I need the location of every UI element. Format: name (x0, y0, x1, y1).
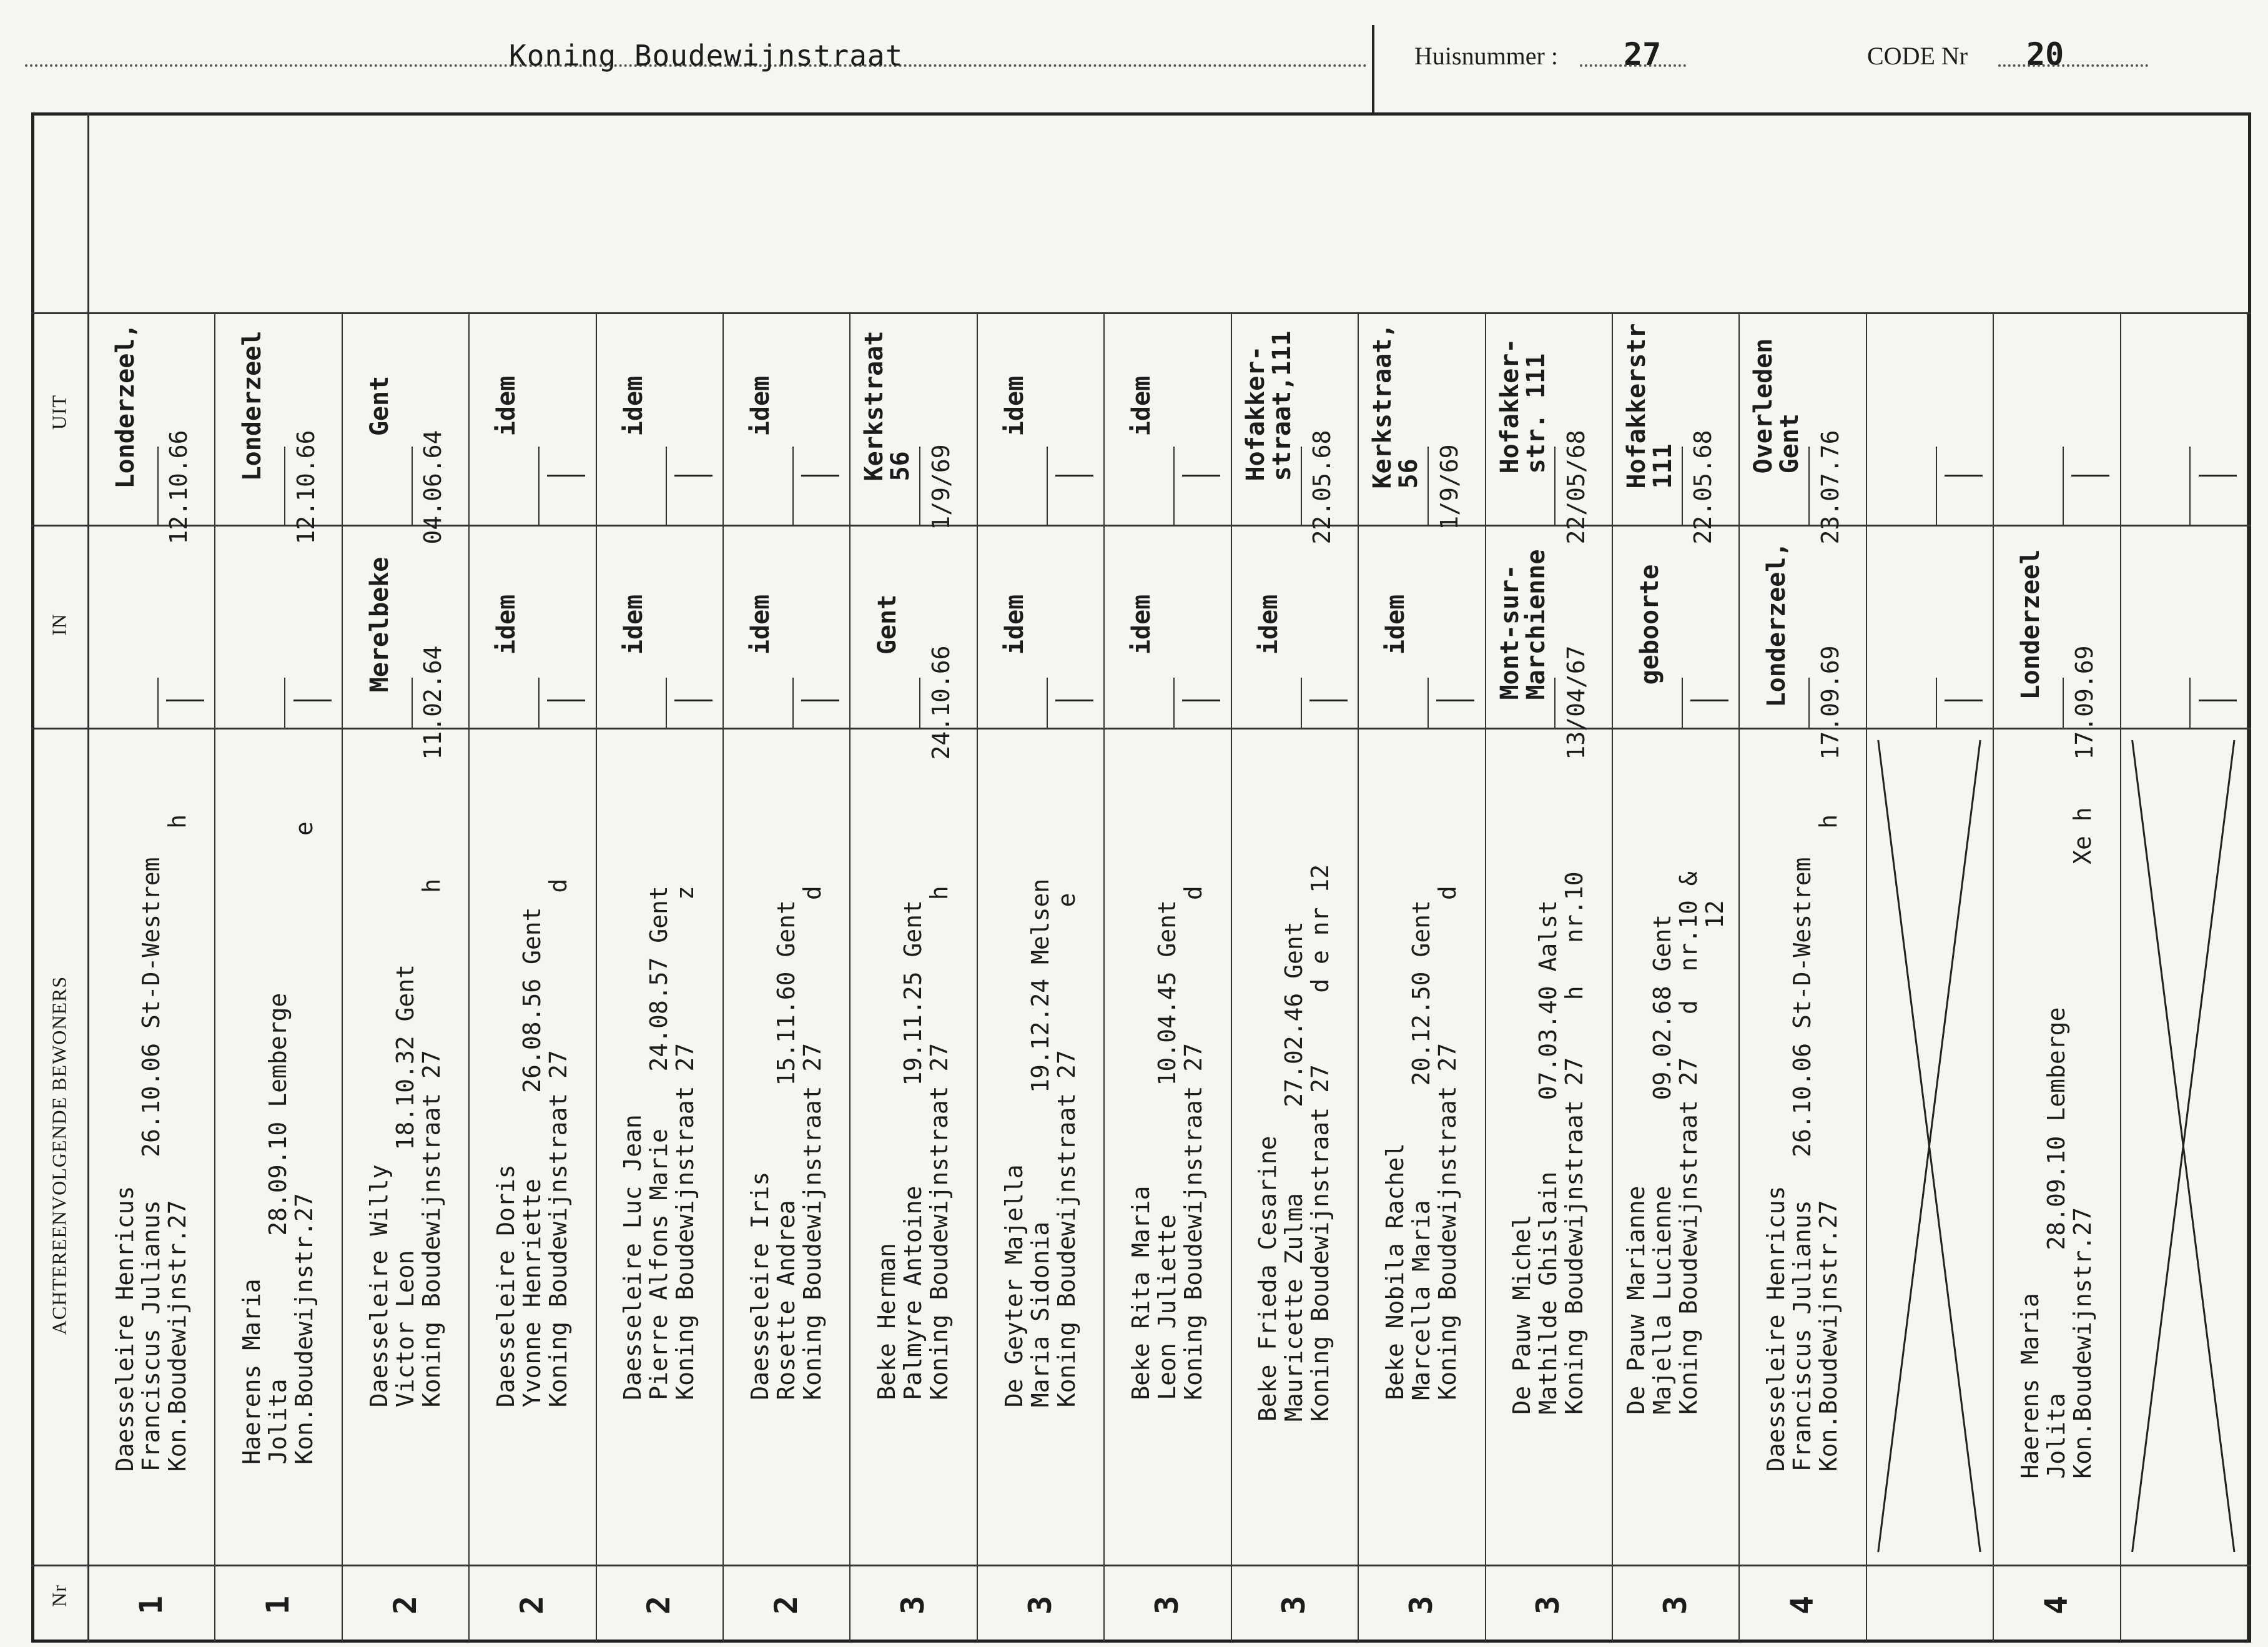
resident-entry: Beke Nobila Rachel Marcella Maria 20.12.50 Gent Koning Boudewijnstraat 27 d (1381, 886, 1461, 1400)
resident-entry: Haerens Maria Jolita 28.09.10 Lemberge Kon.Boudewijnstr.27 e (238, 821, 318, 1465)
nr-value: 1 (260, 1595, 297, 1615)
resident-entry: De Geyter Majella Maria Sidonia 19.12.24 Melsen Koning Boudewijnstraat 27 e (1000, 878, 1080, 1408)
empty-dash (1309, 700, 1348, 701)
uit-place: Gent (365, 375, 394, 437)
in-place: Londerzeel, (1762, 542, 1792, 708)
in-place: idem (746, 594, 776, 655)
nr-value: 1 (132, 1595, 169, 1615)
empty-dash (547, 700, 585, 701)
empty-dash (801, 475, 839, 477)
left-strip-divider (87, 112, 89, 1643)
uit-place: idem (1000, 375, 1029, 437)
in-subdivider (666, 678, 667, 728)
in-subdivider (1936, 678, 1937, 728)
empty-dash (1945, 700, 1983, 701)
in-bewoners-divider (31, 728, 2251, 730)
column-divider (849, 312, 850, 1641)
empty-dash (1182, 700, 1220, 701)
empty-dash (1436, 700, 1474, 701)
uit-subdivider (1047, 447, 1048, 525)
column-divider (1485, 312, 1486, 1641)
uit-place: Hofakker- straat,111 (1241, 330, 1296, 482)
column-divider (214, 312, 215, 1641)
in-subdivider (792, 678, 794, 728)
in-place: geboorte (1635, 564, 1664, 685)
nr-value: 2 (767, 1595, 804, 1615)
nr-value: 3 (1276, 1595, 1313, 1615)
column-divider (342, 312, 343, 1641)
resident-entry: Beke Herman Palmyre Antoine 19.11.25 Gent Koning Boudewijnstraat 27 h (873, 886, 954, 1400)
nr-value: 3 (1149, 1595, 1185, 1615)
empty-dash (801, 700, 839, 701)
uit-place: Londerzeel, (111, 323, 141, 489)
uit-place: idem (746, 375, 776, 437)
in-place: idem (1000, 594, 1029, 655)
uit-subdivider (1301, 447, 1302, 525)
uit-place: Hofakkerstr 111 (1622, 323, 1677, 489)
uit-in-divider (31, 525, 2251, 527)
register-form (31, 112, 2251, 1643)
in-date: 17.09.69 (1816, 645, 1844, 760)
empty-dash (674, 700, 712, 701)
nr-value: 3 (1022, 1595, 1058, 1615)
code-value: 20 (2026, 36, 2064, 72)
column-divider (1358, 312, 1359, 1641)
column-divider (1866, 312, 1867, 1641)
resident-entry: Daesseleire Luc Jean Pierre Alfons Marie 24.08.57 Gent Koning Boudewijnstraat 27 z (619, 886, 699, 1400)
uit-subdivider (284, 447, 285, 525)
uit-date: 04.06.64 (419, 430, 447, 545)
uit-subdivider (1427, 447, 1429, 525)
nr-value: 3 (1657, 1595, 1694, 1615)
resident-entry: Daesseleire Doris Yvonne Henriette 26.08.56 Gent Koning Boudewijnstraat 27 d (491, 878, 572, 1408)
in-subdivider (1301, 678, 1302, 728)
uit-subdivider (792, 447, 794, 525)
uit-date: 23.07.76 (1816, 430, 1844, 545)
uit-date: 1/9/69 (1435, 444, 1463, 530)
in-section-label: IN (47, 613, 71, 636)
in-date: 24.10.66 (927, 645, 955, 760)
in-date: 11.02.64 (419, 645, 447, 760)
column-divider (722, 312, 724, 1641)
empty-dash (2199, 700, 2237, 701)
uit-subdivider (1808, 447, 1810, 525)
column-divider (1993, 312, 1994, 1641)
nr-value: 3 (1403, 1595, 1439, 1615)
in-place: idem (1254, 594, 1283, 655)
empty-dash (1055, 475, 1093, 477)
empty-dash (293, 700, 332, 701)
in-date: 13/04/67 (1562, 645, 1590, 760)
uit-subdivider (666, 447, 667, 525)
empty-dash (1055, 700, 1093, 701)
resident-entry: Daesseleire Henricus Franciscus Julianus 26.10.06 St-D-Westrem Kon.Boudewijnstr.27 h (1762, 814, 1843, 1472)
resident-entry: Daesseleire Henricus Franciscus Julianus 26.10.06 St-D-Westrem Kon.Boudewijnstr.27 h (111, 814, 191, 1472)
resident-entry: Daesseleire Willy Victor Leon 18.10.32 Gent Koning Boudewijnstraat 27 h (365, 878, 445, 1408)
in-subdivider (1808, 678, 1810, 728)
huisnummer-label: Huisnummer : (1414, 42, 1558, 70)
uit-subdivider (919, 447, 920, 525)
in-subdivider (2189, 678, 2191, 728)
in-subdivider (412, 678, 413, 728)
empty-dash (1945, 475, 1983, 477)
empty-dash (166, 700, 204, 701)
in-place: idem (492, 594, 521, 655)
uit-date: 22.05.68 (1689, 430, 1717, 545)
uit-subdivider (1936, 447, 1937, 525)
empty-dash (2199, 475, 2237, 477)
uit-place: Hofakker- str. 111 (1495, 338, 1551, 474)
bewoners-nr-divider (31, 1565, 2251, 1566)
uit-date: 12.10.66 (292, 430, 320, 545)
in-place: idem (1127, 594, 1156, 655)
column-divider (977, 312, 978, 1641)
nr-value: 2 (513, 1595, 550, 1615)
in-place: Mont-sur- Marchienne (1495, 549, 1551, 700)
uit-subdivider (2063, 447, 2064, 525)
in-subdivider (284, 678, 285, 728)
in-place: Gent (873, 594, 902, 655)
uit-subdivider (157, 447, 159, 525)
resident-entry: Haerens Maria Jolita 28.09.10 Lemberge Kon.Boudewijnstr.27 Xe h (2016, 807, 2096, 1479)
resident-entry: Daesseleire Iris Rosette Andrea 15.11.60 Gent Koning Boudewijnstraat 27 d (746, 886, 826, 1400)
empty-dash (2071, 475, 2109, 477)
uit-subdivider (1554, 447, 1556, 525)
in-subdivider (1047, 678, 1048, 728)
in-subdivider (538, 678, 540, 728)
nr-value: 2 (387, 1595, 423, 1615)
uit-date: 22.05.68 (1308, 430, 1336, 545)
uit-place: Kerkstraat 56 (860, 330, 915, 482)
column-divider (468, 312, 470, 1641)
in-subdivider (1554, 678, 1556, 728)
uit-subdivider (412, 447, 413, 525)
resident-entry: De Pauw Michel Mathilde Ghislain 07.03.40 Aalst Koning Boudewijnstraat 27 h nr.10 (1508, 871, 1589, 1415)
in-place: idem (1381, 594, 1411, 655)
nr-section-label: Nr (47, 1585, 71, 1607)
uit-place: idem (619, 375, 648, 437)
nr-value: 3 (1530, 1595, 1567, 1615)
nr-value: 4 (2038, 1595, 2074, 1615)
uit-date: 12.10.66 (165, 430, 193, 545)
uit-date: 22/05/68 (1562, 430, 1590, 545)
nr-value: 4 (1784, 1595, 1821, 1615)
bewoners-section-label: ACHTEREENVOLGENDE BEWONERS (47, 976, 71, 1335)
resident-entry: Beke Frieda Cesarine Mauricette Zulma 27.02.46 Gent Koning Boudewijnstraat 27 d e nr 12 (1254, 864, 1334, 1422)
empty-dash (1690, 700, 1728, 701)
in-subdivider (157, 678, 159, 728)
in-subdivider (1427, 678, 1429, 728)
uit-section-label: UIT (47, 394, 71, 430)
uit-date: 1/9/69 (927, 444, 955, 530)
empty-dash (674, 475, 712, 477)
code-dotted-line (1998, 64, 2148, 67)
in-place: Londerzeel (2016, 549, 2046, 700)
column-divider (1738, 312, 1740, 1641)
resident-entry: De Pauw Marianne Majella Lucienne 09.02.68 Gent Koning Boudewijnstraat 27 d nr.10 & 12 (1622, 871, 1728, 1415)
in-subdivider (2063, 678, 2064, 728)
huisnummer-dotted-line (1580, 64, 1686, 67)
uit-place: idem (492, 375, 521, 437)
uit-place: Overleden Gent (1749, 338, 1805, 474)
in-place: Merelbeke (365, 556, 394, 693)
header-divider (1372, 25, 1374, 112)
column-divider (2247, 312, 2248, 1641)
uit-place: idem (1127, 375, 1156, 437)
nr-value: 3 (895, 1595, 932, 1615)
in-subdivider (1682, 678, 1683, 728)
uit-place: Londerzeel (238, 330, 267, 482)
empty-dash (1182, 475, 1220, 477)
uit-subdivider (1173, 447, 1175, 525)
code-label: CODE Nr (1867, 42, 1968, 70)
uit-subdivider (2189, 447, 2191, 525)
uit-subdivider (1682, 447, 1683, 525)
uit-top-line (31, 312, 2251, 314)
in-subdivider (1173, 678, 1175, 728)
empty-dash (547, 475, 585, 477)
column-divider (2120, 312, 2121, 1641)
in-date: 17.09.69 (2070, 645, 2098, 760)
uit-place: Kerkstraat, 56 (1368, 323, 1424, 489)
column-divider (1103, 312, 1105, 1641)
huisnummer-value: 27 (1624, 36, 1662, 72)
column-divider (1612, 312, 1613, 1641)
column-divider (1231, 312, 1232, 1641)
nr-value: 2 (641, 1595, 678, 1615)
column-divider (596, 312, 597, 1641)
street-name: Koning Boudewijnstraat (509, 39, 904, 72)
resident-entry: Beke Rita Maria Leon Juliette 10.04.45 Gent Koning Boudewijnstraat 27 d (1127, 886, 1207, 1400)
in-subdivider (919, 678, 920, 728)
uit-subdivider (538, 447, 540, 525)
in-place: idem (619, 594, 648, 655)
